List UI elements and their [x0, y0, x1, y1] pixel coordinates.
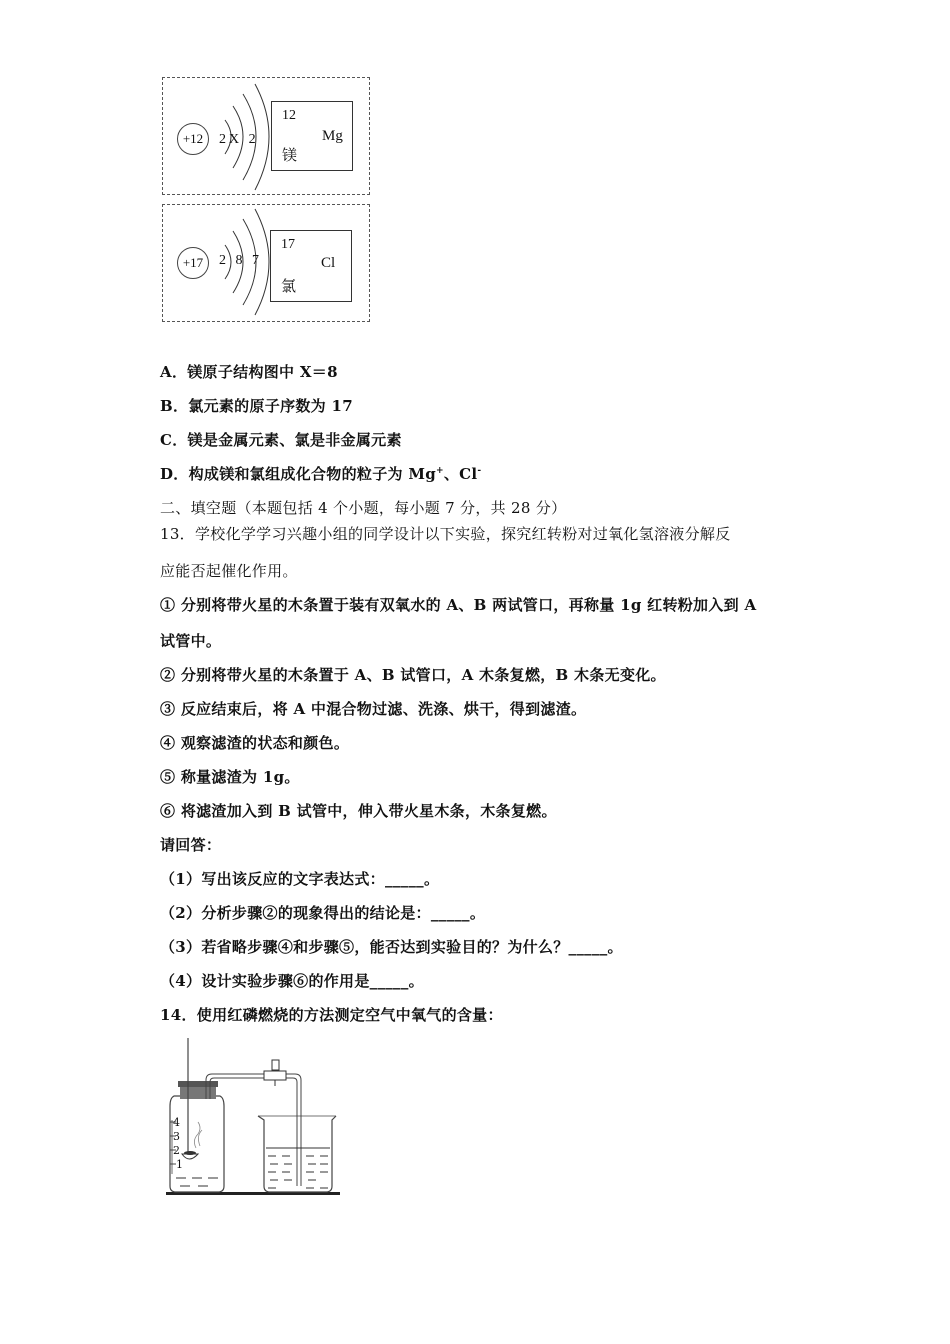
- atom-diagram-mg: [162, 77, 370, 195]
- atom-diagram-cl: [162, 204, 370, 322]
- option-b: B．氯元素的原子序数为 17: [160, 397, 353, 415]
- scale-label-3: 3: [173, 1130, 180, 1143]
- apparatus-diagram: [160, 1036, 345, 1202]
- atomic-number: 17: [281, 237, 295, 252]
- option-c: C．镁是金属元素、氯是非金属元素: [160, 431, 402, 449]
- option-d-text: D．构成镁和氯组成化合物的粒子为 Mg: [160, 465, 437, 483]
- nucleus-mg: +12: [177, 123, 209, 155]
- q13-step-1: ① 分别将带火星的木条置于装有双氧水的 A、B 两试管口，再称量 1g 红转粉加入到 A: [160, 596, 757, 614]
- q13-step-1-cont: 试管中。: [160, 632, 222, 650]
- element-card-mg: [271, 101, 353, 171]
- nucleus-cl: +17: [177, 247, 209, 279]
- shell-electrons-mg: 2X 2: [219, 132, 259, 147]
- q14-title: 14．使用红磷燃烧的方法测定空气中氧气的含量：: [160, 1006, 503, 1024]
- shell-electrons-cl: 2 8 7: [219, 253, 262, 268]
- q13-intro-line2: 应能否起催化作用。: [160, 562, 298, 580]
- atomic-number: 12: [282, 108, 296, 123]
- section-heading: 二、填空题（本题包括 4 个小题，每小题 7 分，共 28 分）: [160, 499, 567, 517]
- q13-step-6: ⑥ 将滤渣加入到 B 试管中，伸入带火星木条，木条复燃。: [160, 802, 557, 820]
- option-d-mid: 、Cl: [443, 465, 478, 483]
- q13-question-1: （1）写出该反应的文字表达式：_____。: [160, 870, 440, 888]
- superscript-plus: +: [436, 466, 444, 476]
- element-symbol: Mg: [322, 128, 343, 144]
- q13-step-2: ② 分别将带火星的木条置于 A、B 试管口，A 木条复燃，B 木条无变化。: [160, 666, 666, 684]
- q13-question-2: （2）分析步骤②的现象得出的结论是：_____。: [160, 904, 486, 922]
- q13-intro-line1: 13．学校化学学习兴趣小组的同学设计以下实验，探究红转粉对过氧化氢溶液分解反: [160, 525, 731, 543]
- q13-question-4: （4）设计实验步骤⑥的作用是_____。: [160, 972, 424, 990]
- scale-label-2: 2: [173, 1144, 180, 1157]
- superscript-minus: -: [477, 466, 482, 476]
- q13-question-3: （3）若省略步骤④和步骤⑤，能否达到实验目的？为什么？_____。: [160, 938, 623, 956]
- element-symbol: Cl: [321, 255, 336, 271]
- q13-step-4: ④ 观察滤渣的状态和颜色。: [160, 734, 350, 752]
- red-phosphorus-apparatus-icon: [160, 1036, 345, 1202]
- option-d: [160, 463, 481, 484]
- option-a: A．镁原子结构图中 X＝8: [160, 363, 338, 381]
- element-card-cl: [270, 230, 352, 302]
- element-name: 镁: [282, 146, 298, 164]
- q13-prompt: 请回答：: [160, 836, 222, 854]
- q13-step-3: ③ 反应结束后，将 A 中混合物过滤、洗涤、烘干，得到滤渣。: [160, 700, 587, 718]
- element-name: 氯: [281, 277, 297, 295]
- scale-label-4: 4: [173, 1116, 180, 1129]
- scale-label-1: 1: [176, 1158, 183, 1171]
- q13-step-5: ⑤ 称量滤渣为 1g。: [160, 768, 300, 786]
